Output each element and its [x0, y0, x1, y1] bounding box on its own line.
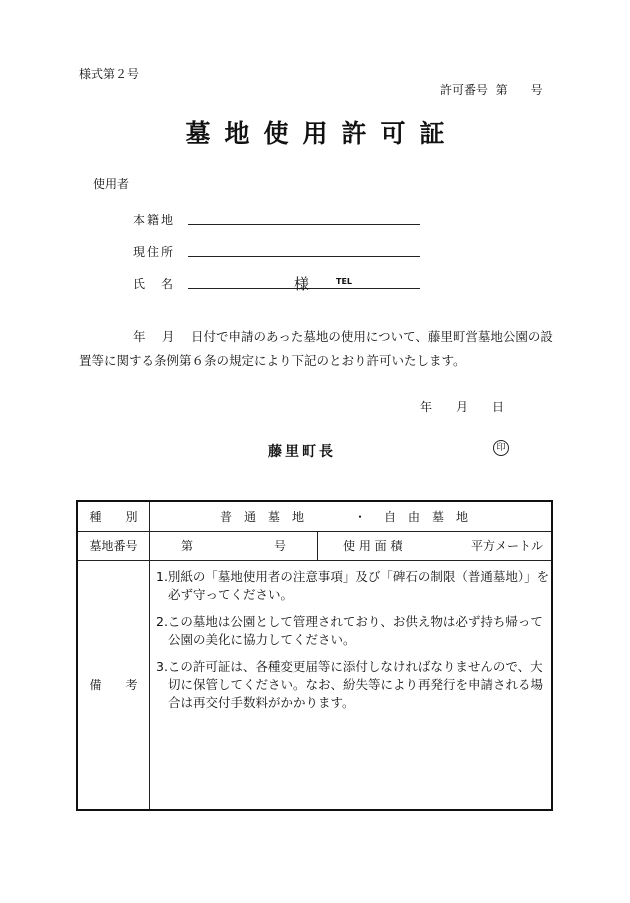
- tel-mark: TEL: [336, 277, 353, 286]
- domicile-label: 本籍地: [133, 213, 173, 227]
- type-separator: ・: [354, 510, 367, 524]
- plot-number-suffix: 号: [274, 539, 287, 553]
- area-unit: 平方メートル: [471, 539, 544, 553]
- permit-number-prefix: 第: [495, 83, 508, 97]
- type-label: 種 別: [89, 510, 138, 524]
- address-label: 現住所: [133, 245, 173, 259]
- document-title: 墓地使用許可証: [185, 119, 459, 148]
- table-divider: [317, 531, 318, 560]
- address-line: [188, 256, 420, 257]
- remarks-note: 1.別紙の「墓地使用者の注意事項」及び「碑石の制限（普通墓地）」を必ず守ってください。: [156, 569, 550, 602]
- remarks-note: 2.この墓地は公園として管理されており、お供え物は必ず持ち帰って公園の美化に協力してください。: [156, 614, 543, 647]
- plot-number-label: 墓地番号: [89, 539, 138, 553]
- honorific: 様: [294, 275, 310, 293]
- remarks-notes: [156, 568, 552, 721]
- plot-number-prefix: 第: [181, 539, 194, 553]
- permit-statement: 年 月 日付で申請のあった墓地の使用について、藤里町営墓地公園の設置等に関する条例第６条の規定により下記のとおり許可いたします。: [79, 329, 553, 368]
- type-ordinary: 普 通 墓 地: [220, 510, 305, 524]
- name-label: 氏 名: [133, 277, 173, 291]
- permit-number: [440, 81, 543, 98]
- remarks-label: 備 考: [89, 678, 138, 692]
- type-free: 自 由 墓 地: [384, 510, 469, 524]
- permit-table: [76, 500, 553, 811]
- remarks-note: 3.この許可証は、各種変更届等に添付しなければなりませんので、大切に保管してください。なお、紛失等により再発行を申請される場合は再交付手数料がかかります。: [156, 659, 544, 710]
- permit-number-suffix: 号: [530, 83, 543, 97]
- form-number: 様式第２号: [79, 67, 140, 81]
- table-divider: [149, 502, 150, 809]
- seal-mark: 印: [493, 440, 509, 456]
- area-label: 使 用 面 積: [343, 539, 403, 553]
- user-heading: 使用者: [93, 177, 130, 191]
- permit-number-label: 許可番号: [440, 83, 489, 97]
- domicile-line: [188, 224, 420, 225]
- issue-date: 年 月 日: [420, 400, 505, 414]
- mayor-title: 藤里町長: [268, 444, 336, 460]
